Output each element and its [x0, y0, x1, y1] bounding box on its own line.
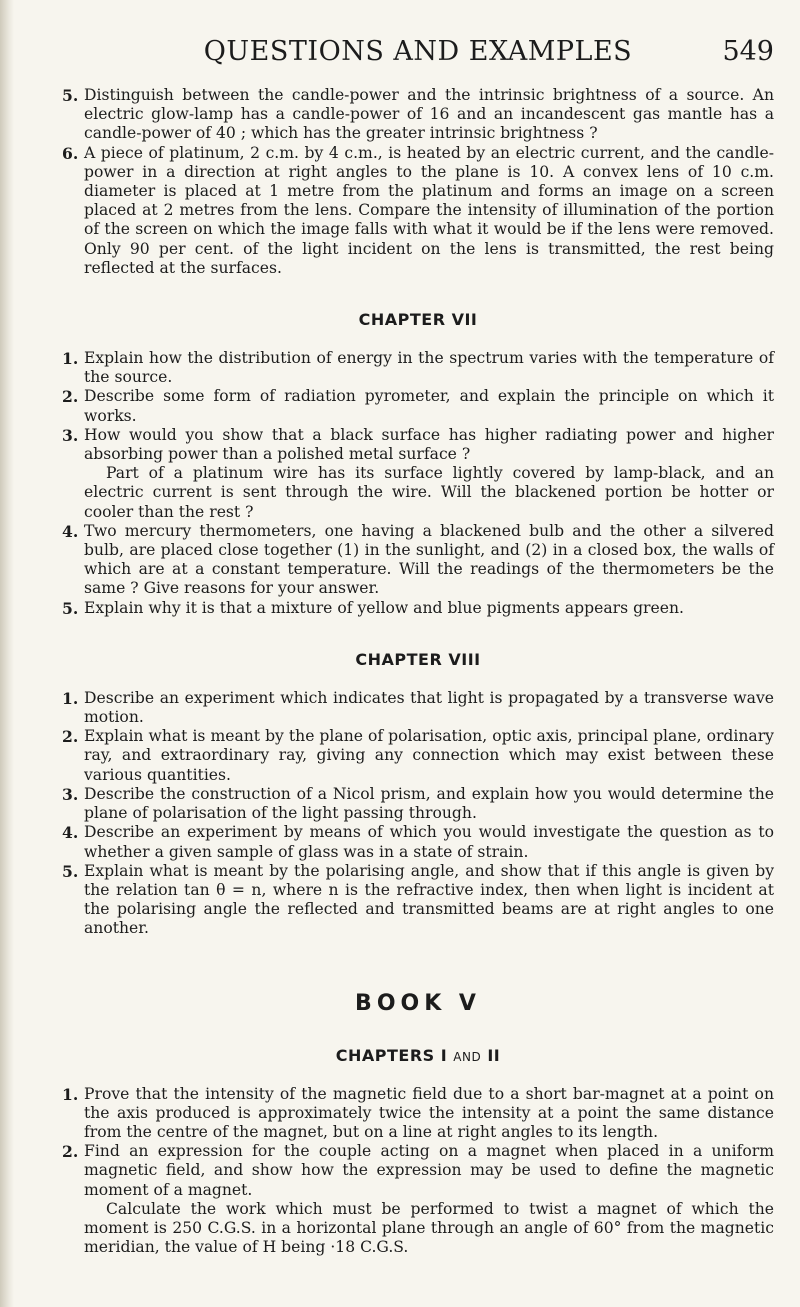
question-text: Two mercury thermometers, one having a blackened bulb and the other a silvered bulb, are placed close together (1) in the sunlight, and (2) in a closed box, the walls of which are at a constant temperature. Will the readings of the thermometers be the same ? Give reasons for your answer. [84, 521, 774, 598]
question-number: 4. [62, 521, 79, 541]
page-number: 549 [722, 36, 774, 67]
question-text: Describe some form of radiation pyrometer, and explain the principle on which it works. [84, 387, 774, 425]
question-number: 6. [62, 143, 79, 163]
question-item [62, 86, 774, 144]
question-item [62, 599, 774, 618]
question-text: A piece of platinum, 2 c.m. by 4 c.m., is heated by an electric current, and the candle-power in a direction at right angles to the plane is 10. A convex lens of 10 c.m. diameter is placed at 1 metre from the platinum and forms an image on a screen placed at 2 metres from the lens. Compare the intensity of illumination of the portion of the screen on which the image falls with what it would be if the lens were removed. Only 90 per cent. of the light incident on the lens is transmitted, the rest being reflected at the surfaces. [84, 143, 774, 277]
question-item [62, 862, 774, 939]
question-number: 3. [62, 425, 79, 445]
question-number: 5. [62, 86, 79, 105]
question-text: Describe an experiment which indicates that light is propagated by a transverse wave motion. [84, 688, 774, 727]
question-number: 1. [62, 349, 79, 369]
question-item [62, 349, 774, 387]
question-list [62, 86, 774, 278]
question-text: Describe an experiment by means of which you would investigate the question as to whether a given sample of glass was in a state of strain. [84, 823, 774, 861]
question-item [62, 823, 774, 861]
chapter-heading: CHAPTER VII [358, 310, 478, 330]
question-number: 2. [62, 1142, 79, 1162]
question-list [62, 349, 774, 618]
question-text: Prove that the intensity of the magnetic field due to a short bar-magnet at a point on the axis produced is approximately twice the intensity at a point the same distance from the centre of the magnet, but on a line at right angles to its length. [84, 1084, 774, 1141]
question-text: Explain what is meant by the polarising angle, and show that if this angle is given by the relation tan θ = n, where n is the refractive index, then when light is incident at the polarising angle the reflected and transmitted beams are at right angles to one another. [84, 861, 774, 938]
question-item [62, 727, 774, 785]
chapter-heading: CHAPTER VIII [355, 649, 481, 669]
book-spine-shadow [0, 0, 14, 1307]
running-header [62, 36, 774, 76]
question-text: Distinguish between the candle-power and the intrinsic brightness of a source. An electric glow-lamp has a candle-power of 16 and an incandescent gas mantle has a candle-power of 40 ; which has the greater intrinsic brightness ? [84, 86, 774, 143]
question-list [62, 689, 774, 939]
question-item [62, 1142, 774, 1257]
book-heading: BOOK V [355, 990, 481, 1016]
question-text: Calculate the work which must be performed to twist a magnet of which the moment is 250 C.G.S. in a horizontal plane through an angle of 60° from the magnetic meridian, the value of H being ·18 C.G.S. [84, 1199, 774, 1257]
question-item [62, 689, 774, 727]
question-item [62, 785, 774, 823]
question-number: 2. [62, 727, 79, 747]
question-number: 1. [62, 1084, 79, 1104]
question-number: 5. [62, 598, 79, 618]
chapters-heading-and: AND [453, 1049, 482, 1064]
chapters-heading-main: CHAPTERS I [335, 1045, 448, 1065]
question-text: Explain why it is that a mixture of yellow and blue pigments appears green. [84, 598, 684, 617]
question-number: 5. [62, 861, 79, 881]
question-item [62, 522, 774, 599]
chapters-heading-end: II [487, 1045, 501, 1065]
question-text: How would you show that a black surface has higher radiating power and higher absorbing power than a polished metal surface ? [84, 425, 774, 464]
question-text: Describe the construction of a Nicol prism, and explain how you would determine the plane of polarisation of the light passing through. [84, 784, 774, 823]
question-item [62, 387, 774, 425]
question-number: 1. [62, 688, 79, 708]
question-text: Find an expression for the couple acting on a magnet when placed in a uniform magnetic field, and show how the expression may be used to define the magnetic moment of a magnet. [84, 1142, 774, 1199]
question-text: Explain what is meant by the plane of polarisation, optic axis, principal plane, ordinary ray, and extraordinary ray, giving any connection which may exist between these various quantities. [84, 727, 774, 784]
question-item [62, 1085, 774, 1143]
question-text: Explain how the distribution of energy in the spectrum varies with the temperature of the source. [84, 349, 774, 387]
question-item [62, 144, 774, 278]
question-number: 4. [62, 823, 79, 843]
question-list [62, 1085, 774, 1258]
page [62, 36, 774, 1257]
question-number: 2. [62, 387, 79, 407]
running-title: QUESTIONS AND EXAMPLES [203, 36, 633, 67]
chapters-heading [62, 1046, 774, 1065]
question-item [62, 426, 774, 522]
question-number: 3. [62, 784, 79, 804]
question-text: Part of a platinum wire has its surface lightly covered by lamp-black, and an electric current is sent through the wire. Will the blackened portion be hotter or cooler than the rest ? [84, 464, 774, 521]
